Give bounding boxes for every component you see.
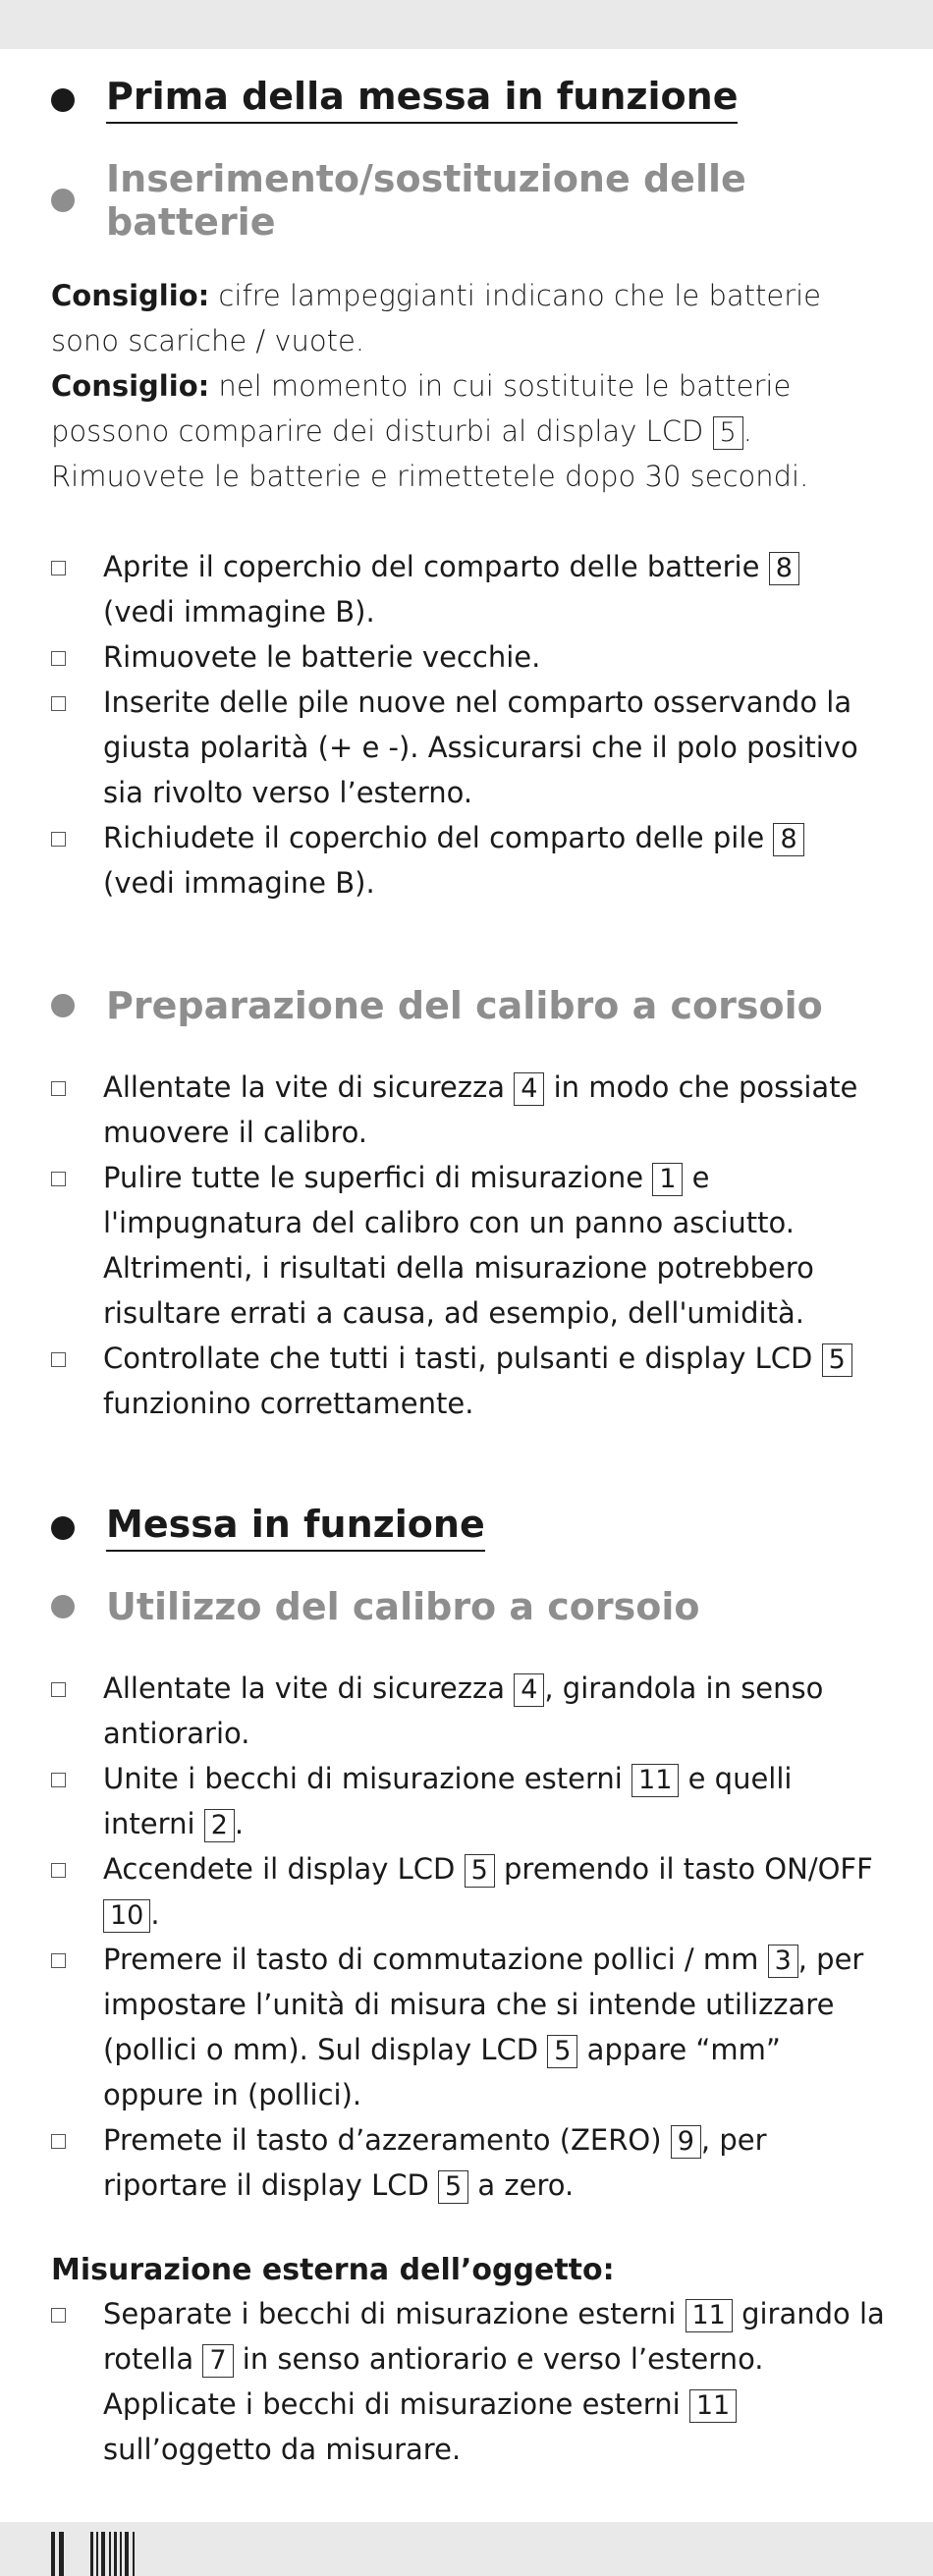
barcode-icon [51, 2532, 144, 2576]
ref-number: 5 [547, 2035, 577, 2068]
checkbox-icon [51, 696, 66, 711]
list-item [51, 2291, 886, 2472]
step-text: Allentate la vite di sicurezza [103, 1069, 515, 1104]
steps-list [51, 1065, 886, 1426]
ref-number: 4 [514, 1673, 544, 1707]
steps-list [51, 544, 886, 905]
ref-number: 5 [822, 1343, 852, 1377]
checkbox-icon [51, 1773, 66, 1787]
step-text: . [234, 1806, 245, 1840]
subsection-heading [51, 1585, 886, 1628]
step-text: Aprite il coperchio del comparto delle batterie [103, 549, 769, 583]
tip-paragraph [51, 363, 886, 499]
step-text: , per riportare il display LCD [103, 2122, 767, 2202]
step-text: Premere il tasto di commutazione pollici / mm [103, 1942, 768, 1976]
steps-list [51, 2291, 886, 2472]
tip-label: Consiglio: [51, 278, 210, 312]
ref-number: 10 [103, 1899, 150, 1933]
step-text: e l'impugnatura del calibro con un panno asciutto. Altrimenti, i risultati della misurazione potrebbero risultare errati a causa, ad esempio, dell'umidità. [103, 1160, 814, 1330]
checkbox-icon [51, 2308, 66, 2323]
step-text: Premete il tasto d’azzeramento (ZERO) [103, 2122, 671, 2157]
step-text: in senso antiorario e verso l’esterno. Applicate i becchi di misurazione esterni [103, 2341, 764, 2421]
bullet-icon [51, 189, 75, 212]
step-text: Separate i becchi di misurazione esterni [103, 2296, 686, 2330]
subsection-heading [51, 157, 886, 244]
tip-paragraph [51, 273, 886, 363]
tip-text: . Rimuovete le batterie e rimettetele dopo 30 secondi. [51, 413, 809, 493]
step-text: Richiudete il coperchio del comparto delle pile [103, 820, 774, 854]
ref-number: 2 [204, 1809, 235, 1842]
list-item [51, 1155, 886, 1336]
list-item [51, 1937, 886, 2117]
step-text: Inserite delle pile nuove nel comparto osservando la giusta polarità (+ e -). Assicurarsi che il polo positivo sia rivolto verso l’esterno. [103, 685, 858, 809]
step-text: (vedi immagine B). [103, 594, 375, 629]
step-text: in modo che possiate muovere il calibro. [103, 1069, 858, 1149]
step-text: Unite i becchi di misurazione esterni [103, 1761, 632, 1795]
step-text: . [150, 1896, 160, 1931]
subsection-title: Utilizzo del calibro a corsoio [106, 1584, 700, 1628]
section-heading [51, 1502, 886, 1552]
step-text: Rimuovete le batterie vecchie. [103, 639, 541, 674]
list-item [51, 680, 886, 815]
ref-number: 1 [652, 1163, 683, 1196]
ref-number: 11 [686, 2299, 733, 2332]
ref-number: 5 [713, 416, 743, 450]
subsection-title: Inserimento/sostituzione delle batterie [106, 156, 746, 244]
step-text: Pulire tutte le superfici di misurazione [103, 1160, 653, 1194]
section-title: Messa in funzione [106, 1505, 485, 1552]
subsection-title: Preparazione del calibro a corsoio [106, 983, 823, 1027]
step-text: appare “mm” oppure in (pollici). [103, 2032, 781, 2111]
step-text: Controllate che tutti i tasti, pulsanti e display LCD [103, 1341, 822, 1375]
checkbox-icon [51, 561, 66, 575]
subsection-heading [51, 984, 886, 1027]
step-text: girando la rotella [103, 2296, 885, 2376]
step-text: premendo il tasto ON/OFF [494, 1851, 873, 1886]
bullet-icon [51, 1595, 75, 1618]
bullet-icon [51, 994, 75, 1017]
step-text: sull’oggetto da misurare. [103, 2432, 462, 2466]
checkbox-icon [51, 1682, 66, 1697]
checkbox-icon [51, 651, 66, 666]
checkbox-icon [51, 1953, 66, 1968]
list-item [51, 544, 886, 634]
list-item [51, 2117, 886, 2208]
subhead: Misurazione esterna dell’oggetto: [51, 2252, 615, 2287]
tip-text: nel momento in cui sostituite le batterie possono comparire dei disturbi al display LCD [51, 368, 792, 448]
ref-number: 7 [202, 2344, 233, 2378]
ref-number: 8 [773, 823, 803, 856]
list-item [51, 815, 886, 905]
bullet-icon [51, 88, 75, 112]
bullet-icon [51, 1516, 75, 1540]
list-item [51, 1846, 886, 1937]
list-item [51, 1336, 886, 1426]
list-item [51, 1756, 886, 1846]
ref-number: 9 [671, 2125, 701, 2159]
checkbox-icon [51, 1352, 66, 1367]
step-text: e quelli interni [103, 1761, 793, 1840]
step-text: , per impostare l’unità di misura che si intende utilizzare (pollici o mm). Sul display LCD [103, 1942, 864, 2066]
ref-number: 3 [768, 1945, 798, 1978]
section-title: Prima della messa in funzione [106, 77, 738, 124]
list-item [51, 634, 886, 680]
ref-number: 5 [438, 2170, 468, 2204]
checkbox-icon [51, 1863, 66, 1878]
tip-label: Consiglio: [51, 368, 210, 403]
step-text: , girandola in senso antiorario. [103, 1671, 824, 1750]
list-item [51, 1666, 886, 1756]
ref-number: 8 [769, 552, 799, 585]
step-text: Allentate la vite di sicurezza [103, 1671, 515, 1705]
checkbox-icon [51, 2134, 66, 2149]
step-text: a zero. [468, 2167, 575, 2202]
step-text: funzionino correttamente. [103, 1386, 474, 1420]
tip-text: cifre lampeggianti indicano che le batterie sono scariche / vuote. [51, 278, 822, 357]
section-heading [51, 77, 886, 124]
checkbox-icon [51, 832, 66, 847]
top-margin [0, 0, 933, 49]
step-text: Accendete il display LCD [103, 1851, 465, 1886]
ref-number: 4 [514, 1072, 544, 1106]
checkbox-icon [51, 1172, 66, 1186]
ref-number: 11 [689, 2389, 737, 2423]
step-text: (vedi immagine B). [103, 865, 375, 900]
ref-number: 5 [465, 1854, 495, 1888]
list-item [51, 1065, 886, 1155]
document-content [51, 49, 886, 2472]
ref-number: 11 [631, 1764, 679, 1797]
steps-list [51, 1666, 886, 2208]
checkbox-icon [51, 1081, 66, 1096]
